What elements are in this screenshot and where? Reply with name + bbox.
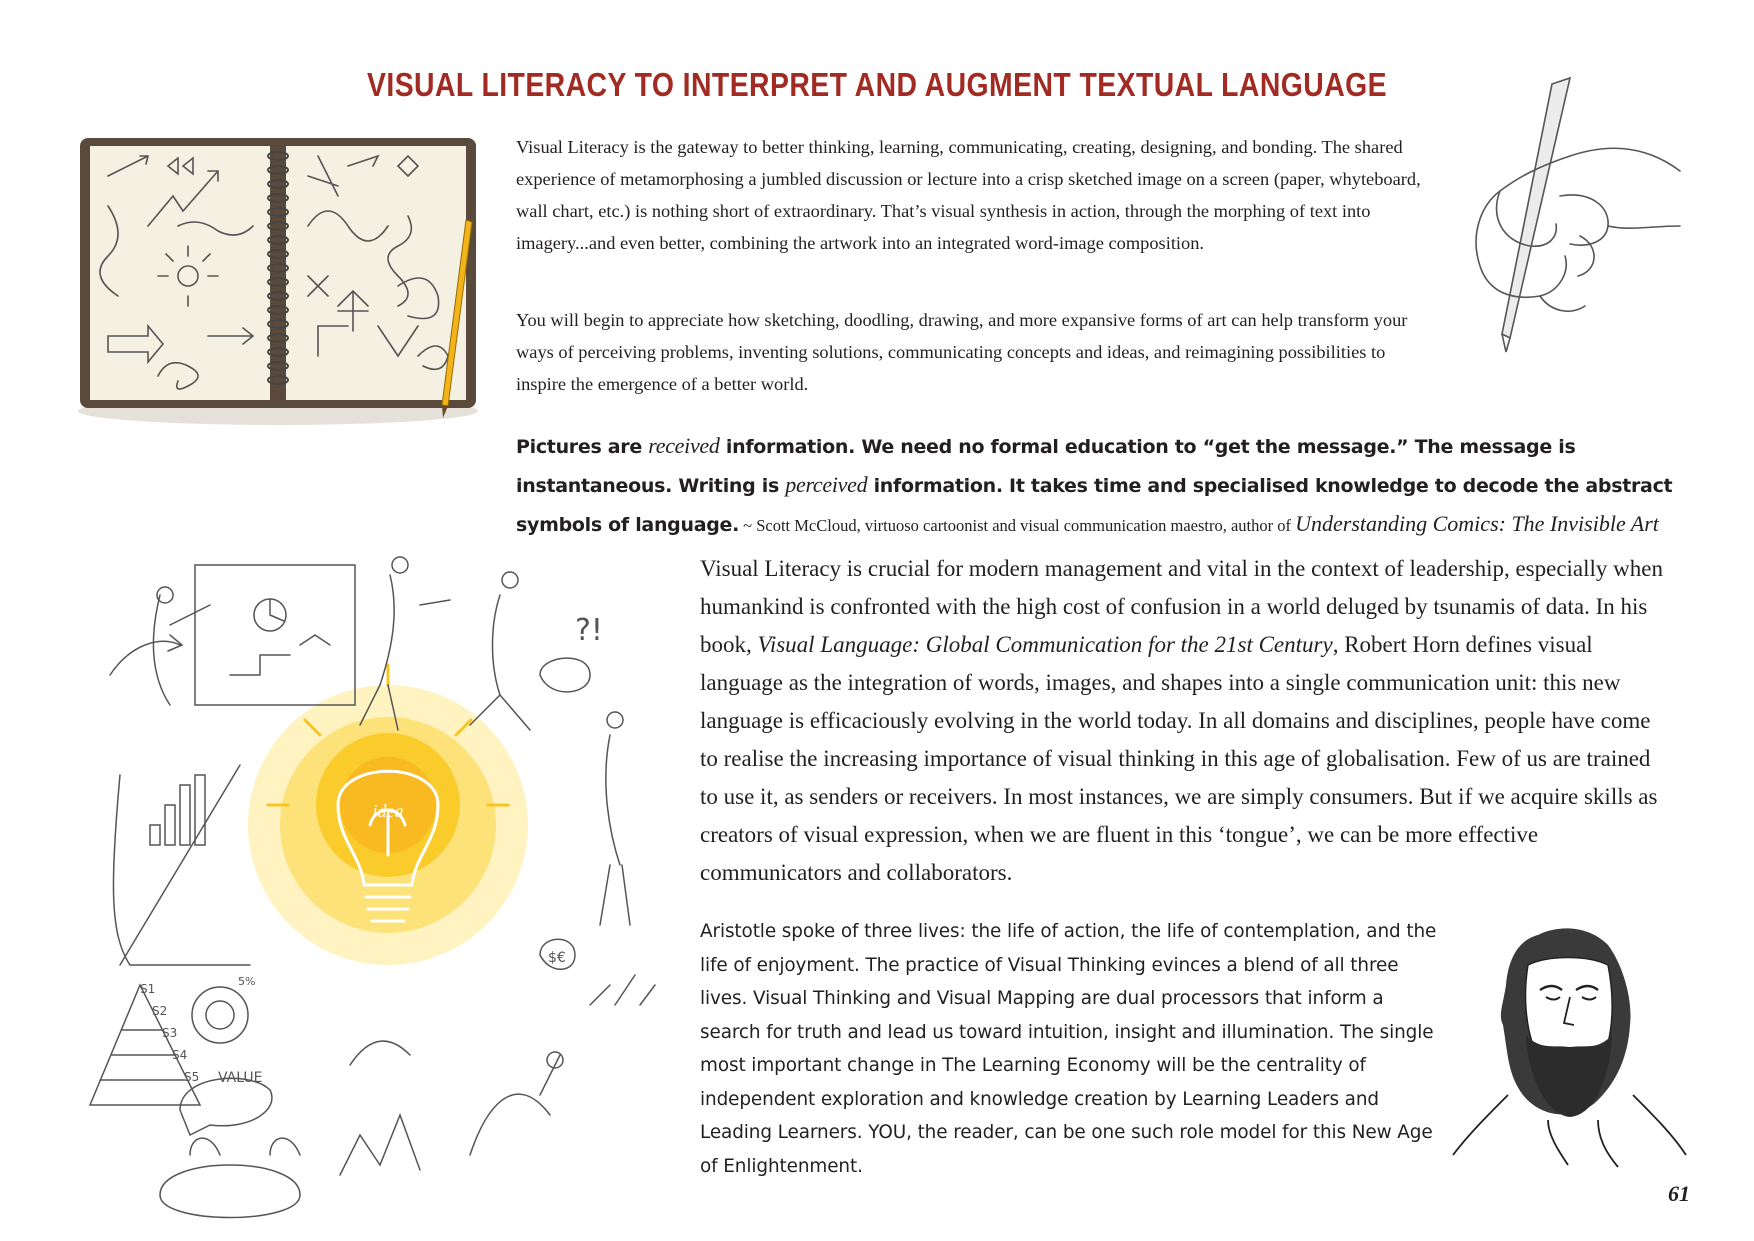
- step-label-s2: S2: [152, 1004, 168, 1018]
- visual-literacy-body: [700, 550, 1672, 892]
- quote-text-1: Pictures are: [516, 436, 649, 458]
- percent-label: 5%: [238, 975, 256, 988]
- body-book-title: Visual Language: Global Communication for the 21st Century: [757, 632, 1333, 657]
- bulb-label: idea: [372, 801, 404, 821]
- step-label-s3: S3: [162, 1026, 178, 1040]
- aristotle-portrait-illustration: [1448, 905, 1688, 1170]
- attribution-book: Understanding Comics: The Invisible Art: [1295, 511, 1659, 536]
- question-exclaim-text: ?!: [575, 613, 603, 648]
- step-label-s4: S4: [172, 1048, 188, 1062]
- sketchbook-illustration: [78, 136, 508, 466]
- attribution-text: ~ Scott McCloud, virtuoso cartoonist and visual communication maestro, author of: [739, 516, 1296, 535]
- idea-lightbulb-illustration: [70, 555, 690, 1175]
- mccloud-quote: [516, 427, 1676, 544]
- page-title: VISUAL LITERACY TO INTERPRET AND AUGMENT TEXTUAL LANGUAGE: [367, 66, 1387, 103]
- intro-paragraph-1: Visual Literacy is the gateway to better thinking, learning, communicating, creating, designing, and bonding. The shared experience of metamorphosing a jumbled discussion or lecture into a crisp sketched image on a screen (paper, whyteboard, wall chart, etc.) is nothing short of extraordinary. That’s visual synthesis in action, through the morphing of text into imagery...and even better, combining the artwork into an integrated word-image composition.: [516, 137, 1421, 253]
- step-label-s1: S1: [140, 982, 156, 996]
- body-text-1: Visual Literacy is crucial for modern management and vital in the context of leadership, especially when humankind is confronted with the high cost of confusion in a world deluged by tsunamis of data. In his book,: [700, 556, 1663, 657]
- step-label-s5: S5: [184, 1070, 200, 1084]
- quote-text-3: information. It takes time and specialised knowledge to decode the abstract symbols of language.: [516, 475, 1673, 536]
- aristotle-paragraph: Aristotle spoke of three lives: the life of action, the life of contemplation, and the life of enjoyment. The practice of Visual Thinking evinces a blend of all three lives. Visual Thinking and Visual Mapping are dual processors that inform a search for truth and lead us toward intuition, insight and illumination. The single most important change in The Learning Economy will be the centrality of independent exploration and knowledge creation by Learning Leaders and Leading Learners. YOU, the reader, can be one such role model for this New Age of Enlightenment.: [700, 921, 1437, 1177]
- hand-drawing-illustration: [1440, 76, 1680, 356]
- intro-paragraph-2: You will begin to appreciate how sketching, doodling, drawing, and more expansive forms of art can help transform your ways of perceiving problems, inventing solutions, communicating concepts and ideas, and reimagining possibilities to inspire the emergence of a better world.: [516, 310, 1408, 394]
- money-symbols-text: $€: [548, 950, 566, 966]
- value-speech-text: VALUE: [218, 1070, 263, 1086]
- quote-emphasis-received: received: [648, 433, 720, 458]
- quote-text-2: information. We need no formal education to “get the message.” The message is instantaneous. Writing is: [516, 436, 1576, 497]
- quote-emphasis-perceived: perceived: [785, 472, 868, 497]
- quote-attribution: [739, 511, 1659, 536]
- body-text-2: , Robert Horn defines visual language as the integration of words, images, and shapes into a single communication unit: this new language is efficaciously evolving in the world today. In all domains and disciplines, people have come to realise the increasing importance of visual thinking in this age of globalisation. Few of us are trained to use it, as senders or receivers. In most instances, we are simply consumers. But if we acquire skills as creators of visual expression, when we are fluent in this ‘tongue’, we can be more effective communicators and collaborators.: [700, 632, 1658, 885]
- page-number: 61: [1668, 1181, 1690, 1206]
